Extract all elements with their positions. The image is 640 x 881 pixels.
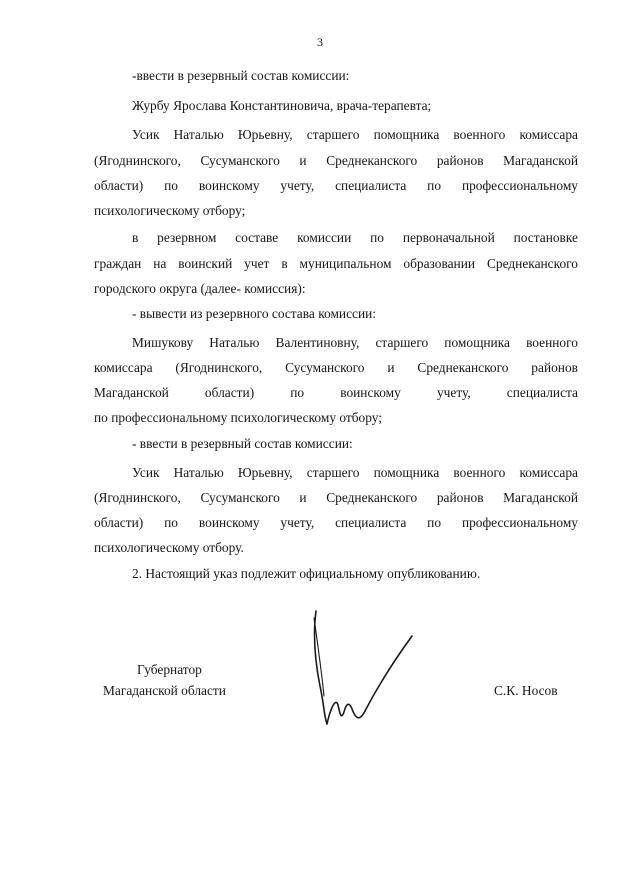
paragraph-add-reserve-1: -ввести в резервный состав комиссии:	[132, 68, 350, 83]
paragraph-mishukova-line-3: Магаданской области) по воинскому учету, специалиста	[94, 385, 578, 400]
paragraph-commission-line-2: граждан на воинский учет в муниципальном образовании Среднеканского	[94, 256, 578, 271]
paragraph-usik-line-3: области) по воинскому учету, специалиста по профессиональному	[94, 178, 578, 193]
signatory-title-line-1: Губернатор	[137, 662, 202, 677]
paragraph-usik-line-1: Усик Наталью Юрьевну, старшего помощника военного комиссара	[132, 127, 578, 142]
paragraph-usik2-line-3: области) по воинскому учету, специалиста по профессиональному	[94, 515, 578, 530]
paragraph-commission-line-3: городского округа (далее- комиссия):	[94, 281, 306, 296]
paragraph-mishukova-line-4: по профессиональному психологическому отбору;	[94, 410, 382, 425]
paragraph-commission-line-1: в резервном составе комиссии по первоначальной постановке	[132, 230, 578, 245]
signatory-name: С.К. Носов	[494, 683, 558, 698]
page-number: 3	[317, 35, 323, 49]
paragraph-remove-reserve: - вывести из резервного состава комиссии:	[132, 306, 377, 321]
paragraph-zhurba: Журбу Ярослава Константиновича, врача-терапевта;	[132, 98, 432, 113]
paragraph-usik-line-4: психологическому отбору;	[94, 203, 246, 218]
paragraph-mishukova-line-1: Мишукову Наталью Валентиновну, старшего помощника военного	[132, 335, 578, 350]
paragraph-usik2-line-2: (Ягоднинского, Сусуманского и Среднеканского районов Магаданской	[94, 490, 578, 505]
paragraph-usik2-line-4: психологическому отбору.	[94, 540, 244, 555]
paragraph-usik2-line-1: Усик Наталью Юрьевну, старшего помощника военного комиссара	[132, 465, 578, 480]
paragraph-add-reserve-2: - ввести в резервный состав комиссии:	[132, 436, 353, 451]
paragraph-usik-line-2: (Ягоднинского, Сусуманского и Среднеканского районов Магаданской	[94, 153, 578, 168]
handwritten-signature	[300, 606, 430, 736]
paragraph-publication: 2. Настоящий указ подлежит официальному опубликованию.	[132, 566, 481, 581]
paragraph-mishukova-line-2: комиссара (Ягоднинского, Сусуманского и Среднеканского районов	[94, 360, 578, 375]
signatory-title-line-2: Магаданской области	[103, 683, 226, 698]
